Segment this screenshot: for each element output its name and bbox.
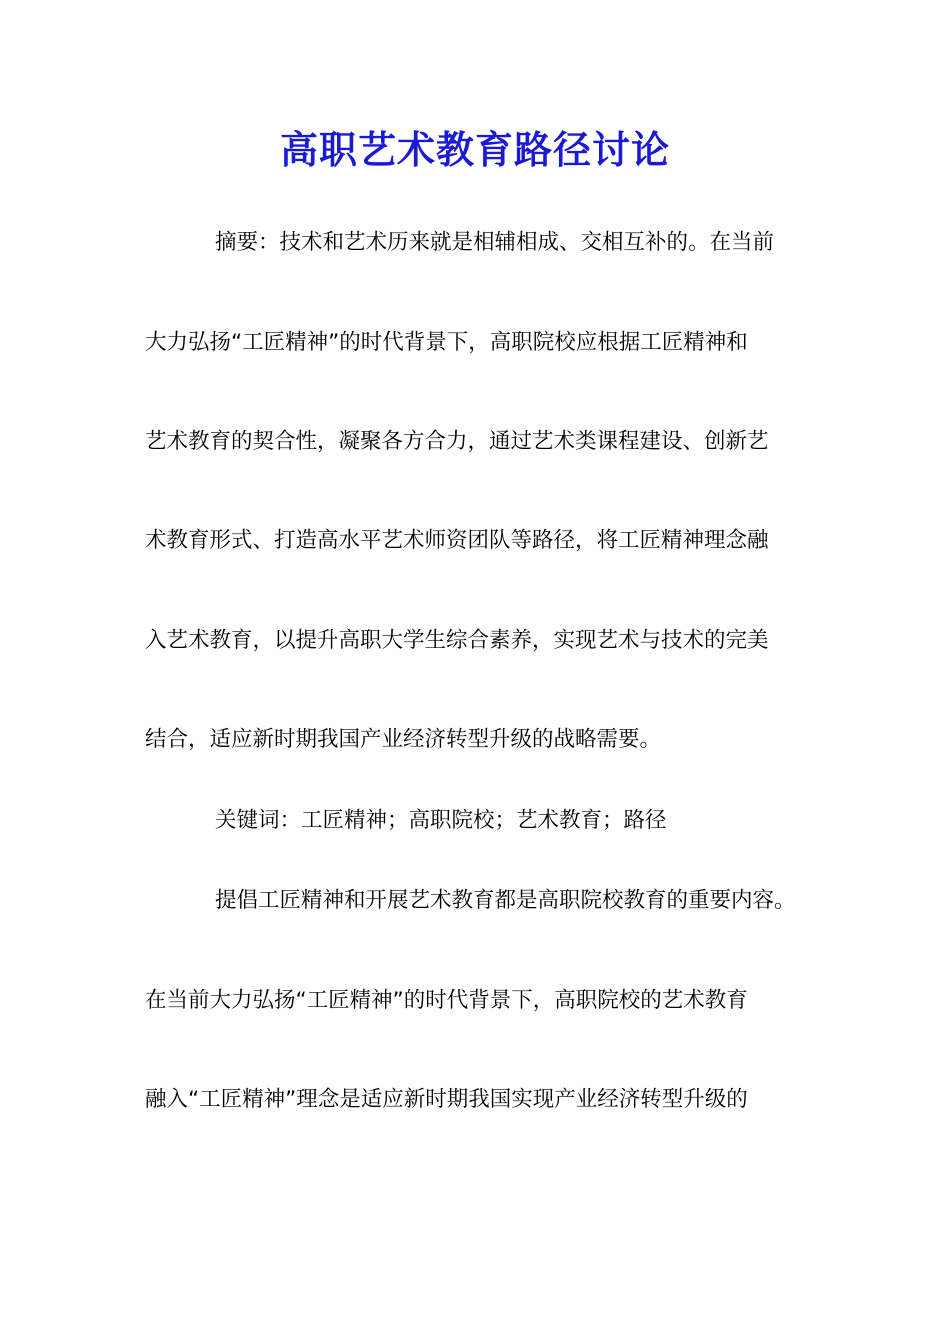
document-title: 高职艺术教育路径讨论 xyxy=(279,127,670,172)
abstract-line: 大力弘扬“工匠精神”的时代背景下，高职院校应根据工匠精神和 xyxy=(145,330,748,355)
body-line: 提倡工匠精神和开展艺术教育都是高职院校教育的重要内容。 xyxy=(215,888,796,913)
body-line: 融入“工匠精神”理念是适应新时期我国实现产业经济转型升级的 xyxy=(145,1087,748,1112)
keywords-line: 关键词：工匠精神；高职院校；艺术教育；路径 xyxy=(215,808,667,833)
abstract-line: 入艺术教育，以提升高职大学生综合素养，实现艺术与技术的完美 xyxy=(145,628,769,653)
abstract-line: 术教育形式、打造高水平艺术师资团队等路径，将工匠精神理念融 xyxy=(145,528,769,553)
body-line: 在当前大力弘扬“工匠精神”的时代背景下，高职院校的艺术教育 xyxy=(145,988,748,1013)
abstract-line: 艺术教育的契合性，凝聚各方合力，通过艺术类课程建设、创新艺 xyxy=(145,429,769,454)
abstract-line: 结合，适应新时期我国产业经济转型升级的战略需要。 xyxy=(145,727,662,752)
abstract-line: 摘要：技术和艺术历来就是相辅相成、交相互补的。在当前 xyxy=(215,230,775,255)
